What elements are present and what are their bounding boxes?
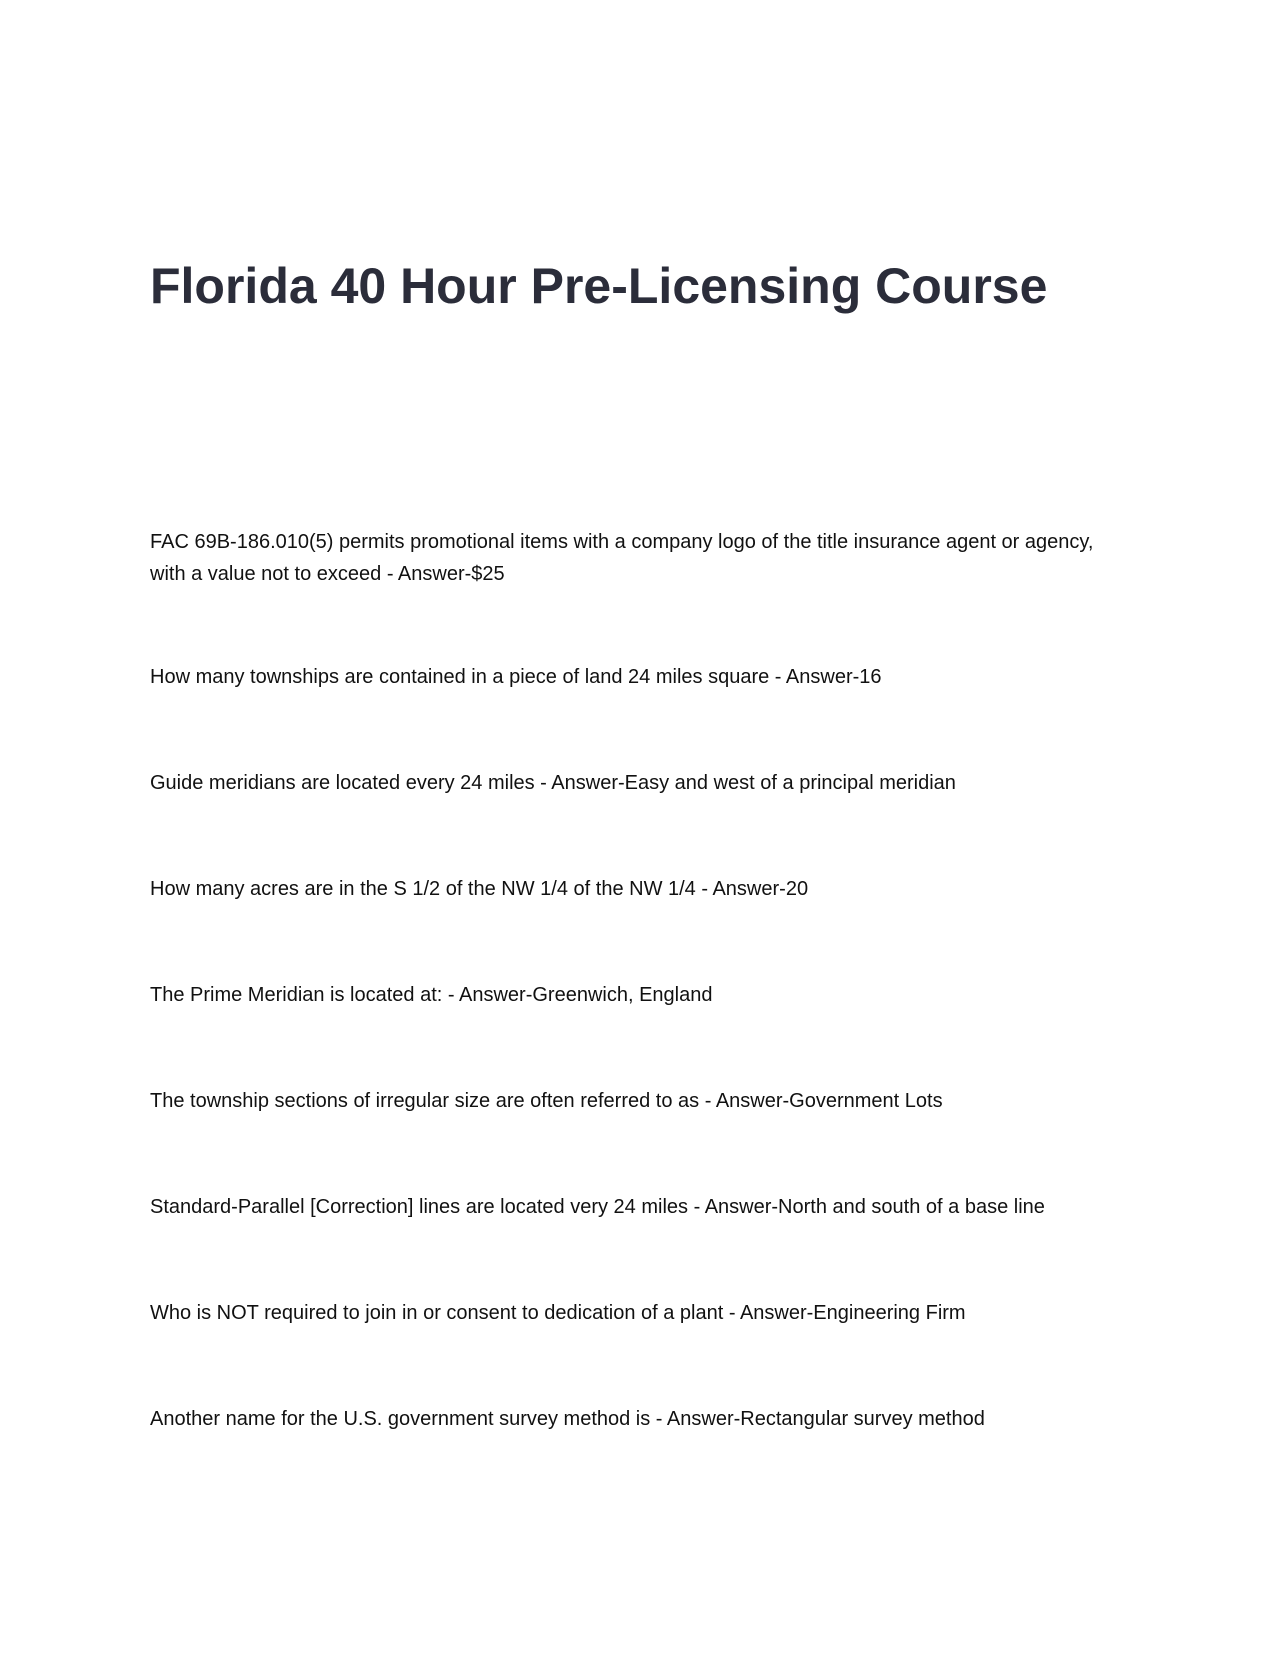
qa-item: How many townships are contained in a piece of land 24 miles square - Answer-16 [150,666,882,688]
qa-item: Guide meridians are located every 24 miles - Answer-Easy and west of a principal meridian [150,772,956,794]
qa-item: Another name for the U.S. government survey method is - Answer-Rectangular survey method [150,1408,985,1430]
document-title: Florida 40 Hour Pre-Licensing Course [150,258,1048,314]
qa-list [150,526,1110,1509]
qa-item: Standard-Parallel [Correction] lines are located very 24 miles - Answer-North and south of a base line [150,1196,1045,1218]
qa-item: The township sections of irregular size are often referred to as - Answer-Government Lots [150,1090,943,1112]
qa-item: The Prime Meridian is located at: - Answer-Greenwich, England [150,984,713,1006]
qa-item: Who is NOT required to join in or consent to dedication of a plant - Answer-Engineering Firm [150,1302,966,1324]
qa-item: How many acres are in the S 1/2 of the NW 1/4 of the NW 1/4 - Answer-20 [150,878,809,900]
qa-item: FAC 69B-186.010(5) permits promotional items with a company logo of the title insurance agent or agency, with a value not to exceed - Answer-$25 [150,531,1094,585]
